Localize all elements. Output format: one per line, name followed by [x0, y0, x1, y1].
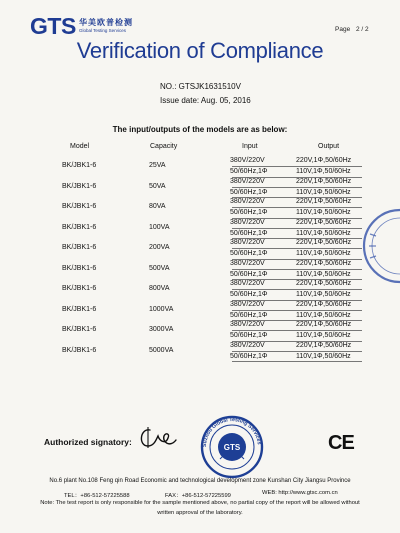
- output-primary-cell: 220V,1Φ,50/60Hz: [296, 259, 352, 267]
- ce-mark: CE: [328, 432, 354, 454]
- capacity-cell: 1000VA: [149, 305, 174, 313]
- model-cell: BK/JBK1-6: [62, 162, 97, 169]
- input-frequency-cell: 50/60Hz,1Φ: [230, 352, 268, 360]
- input-frequency-cell: 50/60Hz,1Φ: [230, 168, 268, 175]
- table-row: [0, 260, 400, 280]
- output-secondary-cell: 110V,1Φ,50/60Hz: [296, 291, 351, 298]
- table-title: The input/outputs of the models are as below:: [112, 125, 288, 134]
- input-voltage-cell: 380V/220V: [230, 341, 265, 349]
- capacity-cell: 3000VA: [149, 326, 174, 333]
- table-row: [0, 280, 400, 300]
- model-cell: BK/JBK1-6: [62, 326, 97, 333]
- input-voltage-cell: 380V/220V: [230, 198, 265, 205]
- row-divider: [232, 248, 362, 249]
- stamp-center-text: GTS: [223, 443, 241, 452]
- document-title: Verification of Compliance: [76, 38, 324, 63]
- model-cell: BK/JBK1-6: [62, 285, 97, 292]
- output-primary-cell: 220V,1Φ,50/60Hz: [296, 321, 352, 328]
- output-primary-cell: 220V,1Φ,50/60Hz: [296, 218, 352, 226]
- row-divider: [232, 310, 362, 311]
- capacity-cell: 5000VA: [149, 346, 174, 354]
- footer-fax: FAX：+86-512-57225599: [165, 493, 231, 499]
- table-row: [0, 178, 400, 198]
- output-secondary-cell: 110V,1Φ,50/60Hz: [296, 188, 351, 196]
- row-divider: [232, 289, 362, 290]
- input-voltage-cell: 380V/220V: [230, 321, 265, 328]
- gts-official-stamp: [200, 415, 264, 479]
- input-frequency-cell: 50/60Hz,1Φ: [230, 209, 268, 216]
- output-secondary-cell: 110V,1Φ,50/60Hz: [296, 311, 351, 319]
- capacity-cell: 500VA: [149, 264, 170, 272]
- input-frequency-cell: 50/60Hz,1Φ: [230, 311, 268, 319]
- model-cell: BK/JBK1-6: [62, 223, 97, 231]
- output-primary-cell: 220V,1Φ,50/60Hz: [296, 239, 352, 246]
- input-voltage-cell: 380V/220V: [230, 218, 265, 226]
- table-row: [0, 321, 400, 341]
- output-primary-cell: 220V,1Φ,50/60Hz: [296, 341, 352, 349]
- input-voltage-cell: 380V/220V: [230, 300, 265, 308]
- input-frequency-cell: 50/60Hz,1Φ: [230, 291, 268, 298]
- output-secondary-cell: 110V,1Φ,50/60Hz: [296, 209, 351, 216]
- output-primary-cell: 220V,1Φ,50/60Hz: [296, 280, 352, 287]
- capacity-cell: 200VA: [149, 244, 170, 251]
- output-secondary-cell: 110V,1Φ,50/60Hz: [296, 229, 351, 237]
- row-divider: [232, 166, 362, 167]
- model-cell: BK/JBK1-6: [62, 305, 97, 313]
- header-output: Output: [318, 143, 340, 150]
- table-row: [0, 239, 400, 259]
- model-cell: BK/JBK1-6: [62, 264, 97, 272]
- row-divider: [232, 207, 362, 208]
- header-model: Model: [70, 143, 90, 150]
- header-input: Input: [242, 143, 258, 150]
- footer-website: WEB: http://www.gtsc.com.cn: [262, 490, 338, 496]
- input-frequency-cell: 50/60Hz,1Φ: [230, 229, 268, 237]
- capacity-cell: 800VA: [149, 285, 170, 292]
- output-primary-cell: 220V,1Φ,50/60Hz: [296, 198, 352, 205]
- handwritten-signature: [136, 424, 180, 452]
- model-cell: BK/JBK1-6: [62, 244, 97, 251]
- output-secondary-cell: 110V,1Φ,50/60Hz: [296, 168, 351, 175]
- capacity-cell: 100VA: [149, 223, 170, 231]
- footer-address: No.6 plant No.108 Feng qin Road Economic and technological development zone Kunshan City Jiangsu Province: [49, 478, 351, 484]
- gts-logo-chinese-text: 华美欧普检测: [79, 18, 133, 27]
- row-divider: [232, 269, 362, 270]
- model-cell: BK/JBK1-6: [62, 203, 97, 210]
- page-label: Page: [335, 26, 351, 33]
- input-voltage-cell: 380V/220V: [230, 177, 265, 185]
- input-voltage-cell: 380V/220V: [230, 157, 265, 164]
- authorized-signatory-label: Authorized signatory:: [44, 437, 132, 447]
- footer-note-line1: Note: The test report is only responsible for the sample mentioned above, no partial copy of the report will be allowed without: [40, 500, 360, 506]
- input-voltage-cell: 380V/220V: [230, 239, 265, 246]
- footer-telephone: TEL：+86-512-57225588: [64, 493, 130, 499]
- row-divider: [232, 330, 362, 331]
- output-secondary-cell: 110V,1Φ,50/60Hz: [296, 332, 351, 339]
- stamp-ring-text: Suzhou Global Testing Services: [201, 416, 262, 448]
- page-number: 2 / 2: [356, 26, 369, 33]
- gts-logo-english-text: Global Testing Services: [79, 28, 126, 33]
- header-capacity: Capacity: [150, 143, 178, 150]
- issue-date: Issue date: Aug. 05, 2016: [160, 96, 251, 105]
- output-primary-cell: 220V,1Φ,50/60Hz: [296, 177, 352, 185]
- output-secondary-cell: 110V,1Φ,50/60Hz: [296, 270, 351, 278]
- input-frequency-cell: 50/60Hz,1Φ: [230, 270, 268, 278]
- input-voltage-cell: 380V/220V: [230, 280, 265, 287]
- row-divider: [232, 228, 362, 229]
- row-divider: [232, 351, 362, 352]
- table-row: [0, 198, 400, 218]
- output-primary-cell: 220V,1Φ,50/60Hz: [296, 300, 352, 308]
- gts-logo: GTS: [30, 13, 76, 39]
- table-row: [0, 301, 400, 321]
- capacity-cell: 80VA: [149, 203, 166, 210]
- row-divider: [232, 361, 362, 362]
- output-secondary-cell: 110V,1Φ,50/60Hz: [296, 250, 351, 257]
- certificate-number: NO.: GTSJK1631510V: [160, 82, 241, 91]
- input-frequency-cell: 50/60Hz,1Φ: [230, 332, 268, 339]
- input-frequency-cell: 50/60Hz,1Φ: [230, 188, 268, 196]
- table-row: [0, 219, 400, 239]
- input-frequency-cell: 50/60Hz,1Φ: [230, 250, 268, 257]
- seal-edge-fragment: [360, 206, 400, 286]
- capacity-cell: 25VA: [149, 162, 166, 169]
- row-divider: [232, 187, 362, 188]
- model-cell: BK/JBK1-6: [62, 182, 97, 190]
- output-secondary-cell: 110V,1Φ,50/60Hz: [296, 352, 351, 360]
- table-row: [0, 157, 400, 177]
- footer-note-line2: written approval of the laboratory.: [157, 510, 243, 516]
- table-row: [0, 342, 400, 362]
- input-voltage-cell: 380V/220V: [230, 259, 265, 267]
- capacity-cell: 50VA: [149, 182, 166, 190]
- model-cell: BK/JBK1-6: [62, 346, 97, 354]
- output-primary-cell: 220V,1Φ,50/60Hz: [296, 157, 352, 164]
